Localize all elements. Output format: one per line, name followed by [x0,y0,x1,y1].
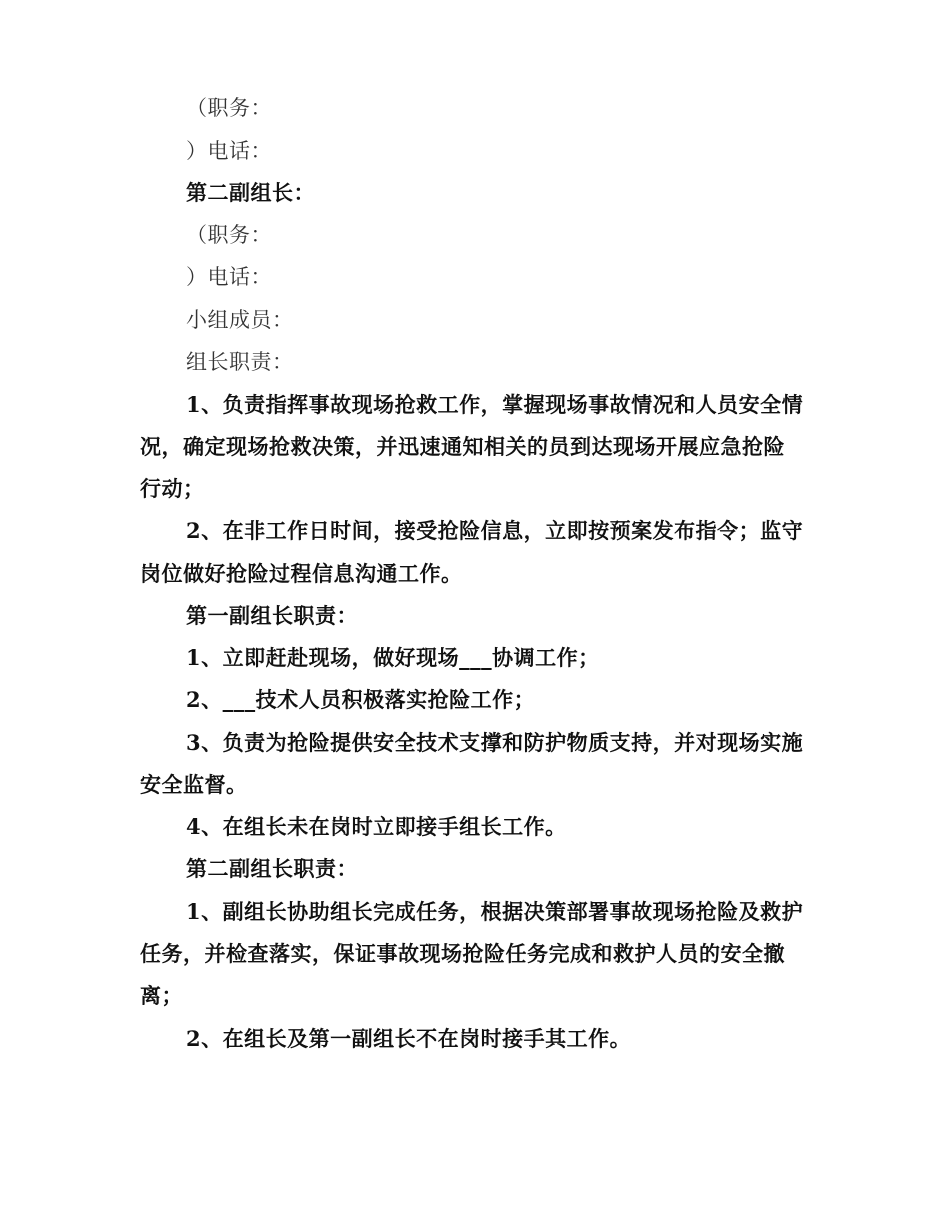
paragraph-line: 安全监督。 [140,772,248,797]
paragraph-line: 4、在组长未在岗时立即接手组长工作。 [186,814,567,839]
paragraph-line: 2、在组长及第一副组长不在岗时接手其工作。 [186,1026,632,1051]
text-line-phone-2: ）电话： [186,265,272,289]
heading-second-deputy-duties: 第二副组长职责： [186,856,358,881]
text-line-leader-duties: 组长职责： [186,350,294,374]
paragraph-line: 3、负责为抢险提供安全技术支撑和防护物质支持，并对现场实施 [186,730,804,755]
paragraph-line: 离； [140,983,183,1008]
paragraph-line: 2、___技术人员积极落实抢险工作； [186,687,536,712]
text-line-position-2: （职务： [186,223,272,247]
heading-second-deputy: 第二副组长： [186,180,315,205]
text-line-phone-1: ）电话： [186,139,272,163]
paragraph-line: 任务，并检查落实，保证事故现场抢险任务完成和救护人员的安全撤 [140,941,785,966]
text-line-members: 小组成员： [186,308,294,332]
paragraph-line: 行动； [140,476,205,501]
paragraph-line: 1、副组长协助组长完成任务，根据决策部署事故现场抢险及救护 [186,899,804,924]
paragraph-line: 2、在非工作日时间，接受抢险信息，立即按预案发布指令；监守 [186,518,804,543]
text-line-position-1: （职务： [186,96,272,120]
heading-first-deputy-duties: 第一副组长职责： [186,603,358,628]
paragraph-line: 1、立即赶赴现场，做好现场___协调工作； [186,645,600,670]
paragraph-line: 岗位做好抢险过程信息沟通工作。 [140,561,463,586]
paragraph-line: 况，确定现场抢救决策，并迅速通知相关的员到达现场开展应急抢险 [140,434,785,459]
paragraph-line: 1、负责指挥事故现场抢救工作，掌握现场事故情况和人员安全情 [186,392,804,417]
